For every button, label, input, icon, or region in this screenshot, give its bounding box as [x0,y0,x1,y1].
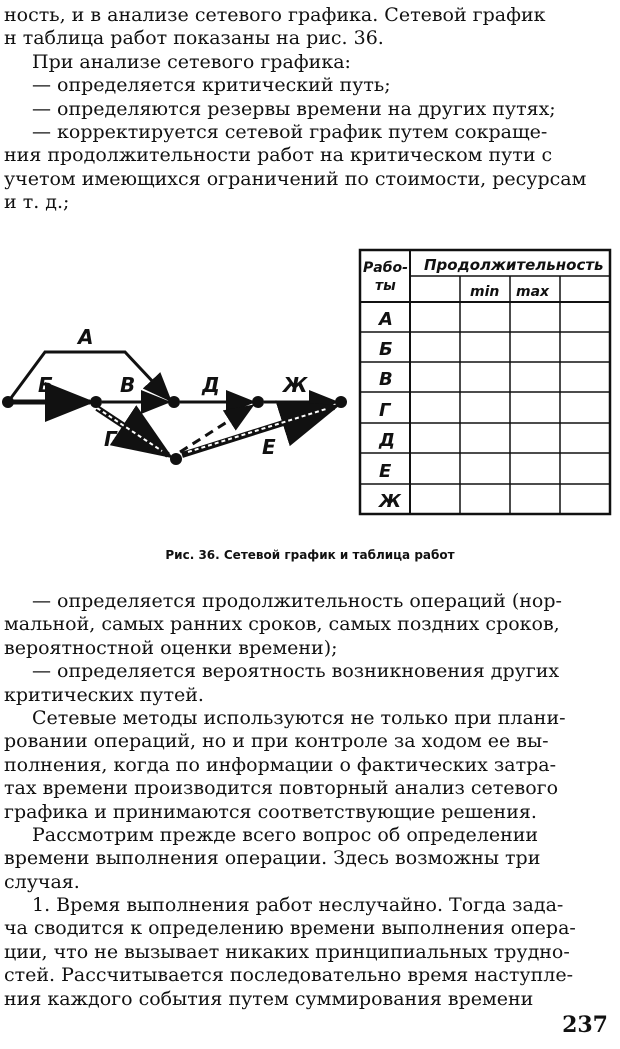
text-line: вероятностной оценки времени); [4,636,338,659]
text-line: ровании операций, но и при контроле за ходом ее вы- [4,730,549,753]
figure-36 [0,240,620,540]
label-g: Г [104,427,117,451]
edge-a [8,352,170,402]
text-line: ния каждого события путем суммирования времени [4,987,534,1010]
bottom-text-block [4,590,608,1011]
text-line: — определяется продолжительность операций (нор- [32,590,562,612]
table-text [363,256,604,512]
text-line: Рассмотрим прежде всего вопрос об определении [32,823,539,846]
label-b: Б [38,373,54,397]
text-line: — определяются резервы времени на других путях; [32,97,556,120]
text-line: ча сводится к определению времени выполнения опера- [4,917,576,940]
text-line: ность, и в анализе сетевого графика. Сетевой график [4,4,546,26]
row-label: Ж [379,491,402,512]
text-line: — определяется критический путь; [32,74,391,97]
text-line: и т. д.; [4,191,70,214]
label-d: Д [202,373,220,397]
node-2 [90,396,102,408]
text-line: учетом имеющихся ограничений по стоимости, ресурсам [4,167,587,190]
row-label: Б [379,339,393,360]
text-line: мальной, самых ранних сроков, самых поздних сроков, [4,613,560,636]
label-a: А [78,325,94,349]
col-header-works-2: ты [375,278,396,294]
col-header-duration: Продолжительность [424,256,604,274]
figure-caption: Рис. 36. Сетевой график и таблица работ [165,548,455,562]
figure-svg [0,240,620,540]
text-line: Сетевые методы используются не только при плани- [32,706,566,729]
text-line: графика и принимаются соответствующие решения. [4,800,537,823]
text-line: стей. Рассчитывается последовательно время наступле- [4,964,573,987]
row-label: Д [379,430,396,451]
row-label: А [379,309,393,330]
row-label: Г [379,400,391,421]
row-label: В [379,369,393,390]
node-3 [168,396,180,408]
text-line: ния продолжительности работ на критическом пути с [4,144,553,167]
text-line: — корректируется сетевой график путем сокраще- [32,120,548,143]
node-6 [170,453,182,465]
edge-labels [38,325,308,459]
network-nodes [2,396,347,465]
label-e: Е [262,435,276,459]
text-line: времени выполнения операции. Здесь возможны три [4,847,541,870]
text-line: критических путей. [4,683,204,706]
text-line: полнения, когда по информации о фактических затра- [4,753,557,776]
text-line: При анализе сетевого графика: [32,50,351,73]
text-line: случая. [4,870,80,893]
node-4 [252,396,264,408]
node-5 [335,396,347,408]
row-label: Е [379,461,392,482]
page-number: 237 [562,1012,608,1038]
sub-header-min: min [470,284,500,300]
text-line: н таблица работ показаны на рис. 36. [4,27,384,50]
top-text-block [4,4,608,215]
col-header-works-1: Рабо- [363,260,408,276]
text-line: ции, что не вызывает никаких принципиальных трудно- [4,940,570,963]
label-zh: Ж [283,373,308,397]
sub-header-max: max [516,284,550,300]
node-1 [2,396,14,408]
text-line: 1. Время выполнения работ неслучайно. Тогда зада- [32,894,564,917]
label-v: В [120,373,136,397]
text-line: — определяется вероятность возникновения других [32,660,560,683]
text-line: тах времени производится повторный анализ сетевого [4,777,559,800]
